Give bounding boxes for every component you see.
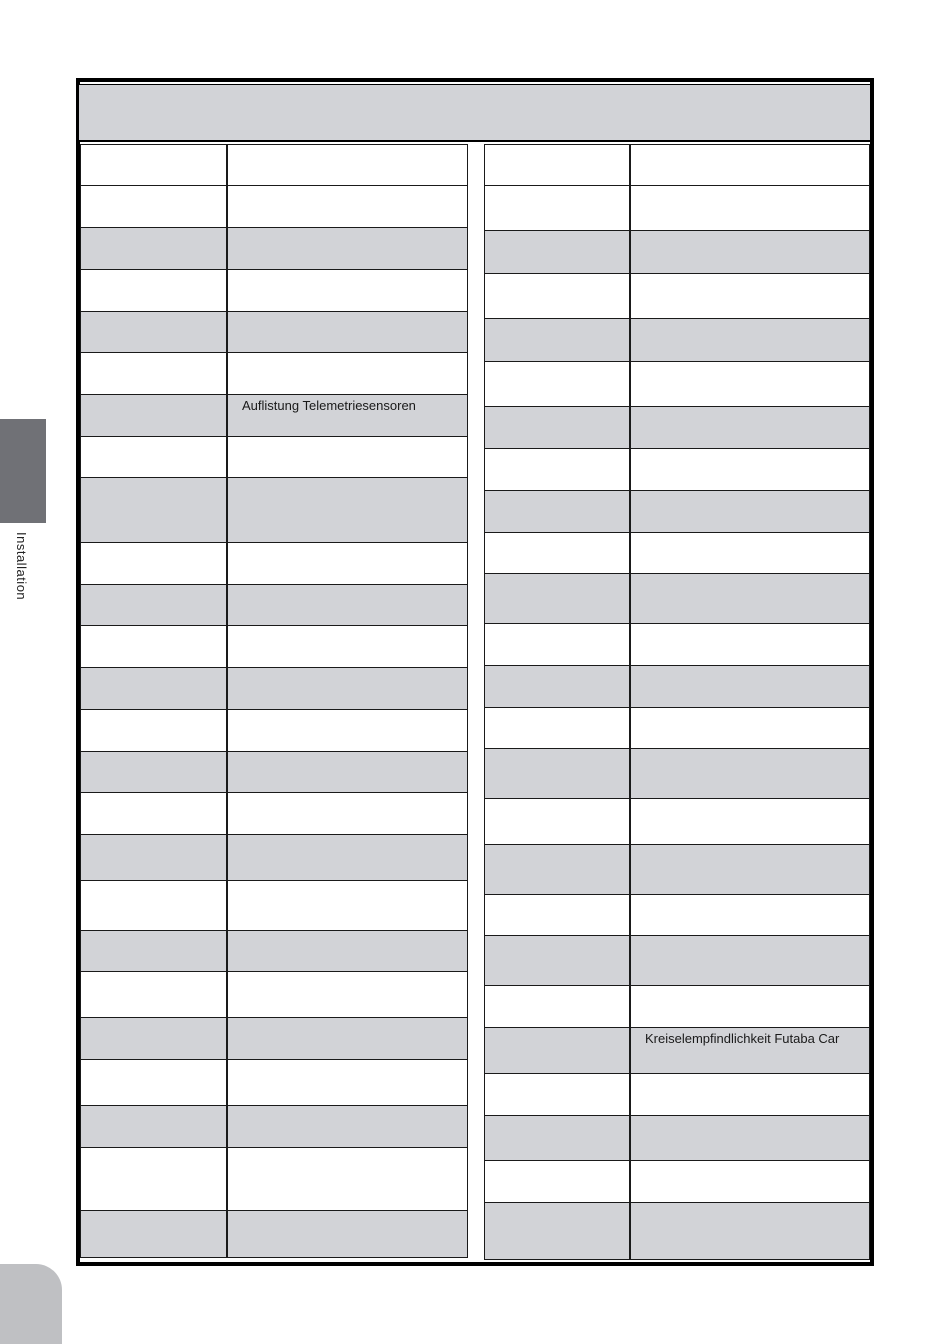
right-row-4-term-cell <box>484 273 630 319</box>
left-row-6-description-cell <box>227 352 468 395</box>
right-row-15-description-cell <box>630 748 870 799</box>
right-row-18-description-cell <box>630 894 870 936</box>
right-row-13-term-cell <box>484 665 630 708</box>
left-row-1-description-cell <box>227 144 468 186</box>
right-row-18-term-cell <box>484 894 630 936</box>
right-row-1-description-cell <box>630 144 870 186</box>
right-row-11-description-cell <box>630 573 870 624</box>
left-row-9-description-cell <box>227 477 468 543</box>
right-row-2-description-cell <box>630 185 870 231</box>
right-row-16-term-cell <box>484 798 630 845</box>
right-row-19-description-cell <box>630 935 870 986</box>
right-row-20-description-cell <box>630 985 870 1028</box>
left-row-3-term-cell <box>80 227 227 270</box>
right-row-10-description-cell <box>630 532 870 574</box>
right-row-13-description-cell <box>630 665 870 708</box>
left-row-14-description-cell <box>227 709 468 752</box>
left-row-4-description-cell <box>227 269 468 312</box>
left-row-21-description-cell <box>227 1017 468 1060</box>
left-row-16-term-cell <box>80 792 227 835</box>
right-row-24-description-cell <box>630 1160 870 1203</box>
right-row-2-term-cell <box>484 185 630 231</box>
right-row-11-term-cell <box>484 573 630 624</box>
right-row-15-term-cell <box>484 748 630 799</box>
left-row-10-description-cell <box>227 542 468 585</box>
left-row-21-term-cell <box>80 1017 227 1060</box>
left-row-2-term-cell <box>80 185 227 228</box>
right-row-10-term-cell <box>484 532 630 574</box>
right-row-20-term-cell <box>484 985 630 1028</box>
right-row-1-term-cell <box>484 144 630 186</box>
left-row-11-term-cell <box>80 584 227 626</box>
left-row-17-description-cell <box>227 834 468 881</box>
left-row-8-description-cell <box>227 436 468 478</box>
left-row-2-description-cell <box>227 185 468 228</box>
right-row-8-description-cell <box>630 448 870 491</box>
left-row-18-description-cell <box>227 880 468 931</box>
right-row-5-term-cell <box>484 318 630 362</box>
left-row-15-description-cell <box>227 751 468 793</box>
left-row-3-description-cell <box>227 227 468 270</box>
left-row-12-description-cell <box>227 625 468 668</box>
right-row-25-term-cell <box>484 1202 630 1260</box>
left-row-4-term-cell <box>80 269 227 312</box>
left-row-19-term-cell <box>80 930 227 972</box>
left-row-16-description-cell <box>227 792 468 835</box>
left-row-5-term-cell <box>80 311 227 353</box>
left-row-15-term-cell <box>80 751 227 793</box>
left-row-13-term-cell <box>80 667 227 710</box>
left-row-10-term-cell <box>80 542 227 585</box>
left-row-5-description-cell <box>227 311 468 353</box>
left-row-19-description-cell <box>227 930 468 972</box>
left-row-24-description-cell <box>227 1147 468 1211</box>
right-row-25-description-cell <box>630 1202 870 1260</box>
left-row-25-description-cell <box>227 1210 468 1258</box>
right-row-21-term-cell <box>484 1027 630 1074</box>
left-row-23-term-cell <box>80 1105 227 1148</box>
right-row-21-description-cell: Kreiselempfindlichkeit Futaba Car <box>630 1027 870 1074</box>
page-corner-tab <box>0 1264 62 1344</box>
right-row-23-description-cell <box>630 1115 870 1161</box>
right-row-3-term-cell <box>484 230 630 274</box>
right-row-17-term-cell <box>484 844 630 895</box>
right-row-7-description-cell <box>630 406 870 449</box>
right-row-14-term-cell <box>484 707 630 749</box>
right-row-12-description-cell <box>630 623 870 666</box>
right-row-16-description-cell <box>630 798 870 845</box>
left-row-12-term-cell <box>80 625 227 668</box>
right-row-22-term-cell <box>484 1073 630 1116</box>
left-row-9-term-cell <box>80 477 227 543</box>
left-row-24-term-cell <box>80 1147 227 1211</box>
right-row-14-description-cell <box>630 707 870 749</box>
right-row-8-term-cell <box>484 448 630 491</box>
right-row-3-description-cell <box>630 230 870 274</box>
left-row-7-term-cell <box>80 394 227 437</box>
left-row-18-term-cell <box>80 880 227 931</box>
right-row-5-description-cell <box>630 318 870 362</box>
right-row-6-term-cell <box>484 361 630 407</box>
left-row-6-term-cell <box>80 352 227 395</box>
right-row-17-description-cell <box>630 844 870 895</box>
left-row-1-term-cell <box>80 144 227 186</box>
left-row-17-term-cell <box>80 834 227 881</box>
left-row-25-term-cell <box>80 1210 227 1258</box>
right-row-9-term-cell <box>484 490 630 533</box>
right-row-22-description-cell <box>630 1073 870 1116</box>
left-row-22-description-cell <box>227 1059 468 1106</box>
left-row-8-term-cell <box>80 436 227 478</box>
left-row-23-description-cell <box>227 1105 468 1148</box>
right-row-6-description-cell <box>630 361 870 407</box>
left-row-14-term-cell <box>80 709 227 752</box>
left-row-13-description-cell <box>227 667 468 710</box>
right-row-23-term-cell <box>484 1115 630 1161</box>
left-row-7-description-cell: Auflistung Telemetriesensoren <box>227 394 468 437</box>
right-row-12-term-cell <box>484 623 630 666</box>
section-tab <box>0 419 46 523</box>
left-row-22-term-cell <box>80 1059 227 1106</box>
table-header <box>79 84 870 142</box>
left-row-20-term-cell <box>80 971 227 1018</box>
right-row-4-description-cell <box>630 273 870 319</box>
right-row-24-term-cell <box>484 1160 630 1203</box>
left-row-20-description-cell <box>227 971 468 1018</box>
right-row-9-description-cell <box>630 490 870 533</box>
section-label: Installation <box>14 532 29 601</box>
right-row-7-term-cell <box>484 406 630 449</box>
right-row-19-term-cell <box>484 935 630 986</box>
left-row-11-description-cell <box>227 584 468 626</box>
